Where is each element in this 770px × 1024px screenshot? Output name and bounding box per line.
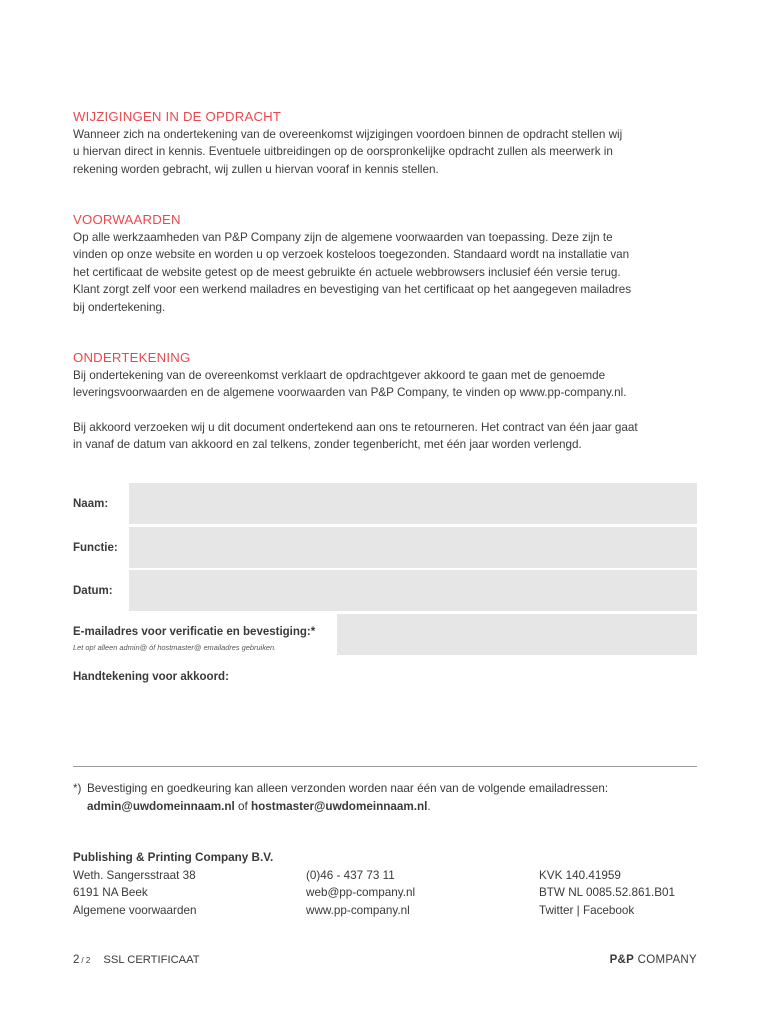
- footnote-email-admin: admin@uwdomeinnaam.nl: [87, 800, 235, 813]
- text-line: Bij akkoord verzoeken wij u dit document ondertekend aan ons te retourneren. Het contract van één jaar gaat: [73, 420, 638, 434]
- page-number: 2: [73, 954, 80, 966]
- date-label: Datum:: [73, 585, 113, 597]
- email-field[interactable]: [337, 614, 697, 655]
- footnote: [73, 780, 697, 816]
- section-changes: [73, 108, 697, 178]
- footnote-end: .: [427, 800, 431, 813]
- text-line: Bij ondertekening van de overeenkomst verklaart de opdrachtgever akkoord te gaan met de genoemde: [73, 369, 606, 382]
- kvk-number: KVK 140.41959: [539, 868, 621, 882]
- brand-logo: [610, 954, 697, 966]
- footnote-mark: *): [73, 782, 82, 795]
- text-line: rekening worden gebracht, wij zullen u hiervan vooraf in kennis stellen.: [73, 162, 439, 176]
- section-signing: [73, 349, 697, 454]
- name-row: [73, 483, 697, 524]
- section-text: [73, 229, 697, 316]
- text-line: Op alle werkzaamheden van P&P Company zijn de algemene voorwaarden van toepassing. Deze zijn te: [73, 231, 613, 244]
- footnote-joiner: of: [234, 800, 252, 813]
- text-line: Wanneer zich na ondertekening van de overeenkomst wijzigingen voordoen binnen de opdracht stellen wij: [73, 128, 623, 141]
- section-text: [73, 367, 697, 454]
- date-field[interactable]: [129, 570, 697, 611]
- section-heading: VOORWAARDEN: [73, 212, 181, 227]
- email-label: E-mailadres voor verificatie en bevestiging:*: [73, 626, 316, 638]
- brand-rest: COMPANY: [634, 954, 697, 966]
- section-conditions: [73, 211, 697, 316]
- name-label: Naam:: [73, 498, 109, 510]
- signature-line[interactable]: [73, 766, 697, 767]
- company-registration-column: [539, 867, 675, 920]
- signature-label: Handtekening voor akkoord:: [73, 671, 229, 683]
- company-block: [73, 849, 697, 921]
- email-link[interactable]: web@pp-company.nl: [306, 886, 416, 899]
- document-title: SSL CERTIFICAAT: [103, 954, 200, 966]
- address-street: Weth. Sangersstraat 38: [73, 868, 196, 882]
- terms-link[interactable]: Algemene voorwaarden: [73, 903, 197, 917]
- social-links[interactable]: Twitter | Facebook: [539, 903, 635, 917]
- section-heading: WIJZIGINGEN IN DE OPDRACHT: [73, 109, 282, 124]
- function-field[interactable]: [129, 527, 697, 568]
- footnote-email-hostmaster: hostmaster@uwdomeinnaam.nl: [251, 800, 428, 813]
- text-line: bij ondertekening.: [73, 300, 166, 314]
- page-total: / 2: [81, 956, 91, 965]
- text-line: u hiervan direct in kennis. Eventuele uitbreidingen op de oorspronkelijke opdracht zullen als meerwerk in: [73, 145, 613, 159]
- brand-bold: P&P: [609, 954, 635, 966]
- company-name: Publishing & Printing Company B.V.: [73, 851, 274, 864]
- text-line: in vanaf de datum van akkoord en zal telkens, zonder tegenbericht, met één jaar worden verlengd.: [73, 438, 582, 452]
- email-row: [73, 614, 697, 655]
- name-field[interactable]: [129, 483, 697, 524]
- function-row: [73, 527, 697, 568]
- text-line: leveringsvoorwaarden en de algemene voorwaarden van P&P Company, te vinden op www.pp-company.nl.: [73, 386, 627, 400]
- btw-number: BTW NL 0085.52.861.B01: [539, 886, 676, 899]
- company-contact-column: [306, 867, 415, 920]
- date-row: [73, 570, 697, 611]
- text-line: vinden op onze website en worden u op verzoek kosteloos toegezonden. Standaard wordt na installatie van: [73, 248, 630, 262]
- text-line: het certificaat de website getest op de meest gebruikte én actuele webbrowsers inclusief één versie terug.: [73, 265, 621, 279]
- section-text: [73, 126, 697, 178]
- function-label: Functie:: [73, 542, 118, 554]
- phone-number: (0)46 - 437 73 11: [306, 868, 395, 882]
- section-heading: ONDERTEKENING: [73, 350, 191, 365]
- footnote-text: Bevestiging en goedkeuring kan alleen verzonden worden naar één van de volgende emailadressen:: [87, 782, 609, 795]
- page-footer: [73, 954, 697, 966]
- address-postal: 6191 NA Beek: [73, 886, 148, 899]
- text-line: Klant zorgt zelf voor een werkend mailadres en bevestiging van het certificaat op het aangegeven mailadres: [73, 283, 632, 297]
- company-address-column: [73, 867, 196, 920]
- email-note: Let op! alleen admin@ óf hostmaster@ emailadres gebruiken.: [73, 643, 277, 652]
- website-link[interactable]: www.pp-company.nl: [306, 903, 410, 917]
